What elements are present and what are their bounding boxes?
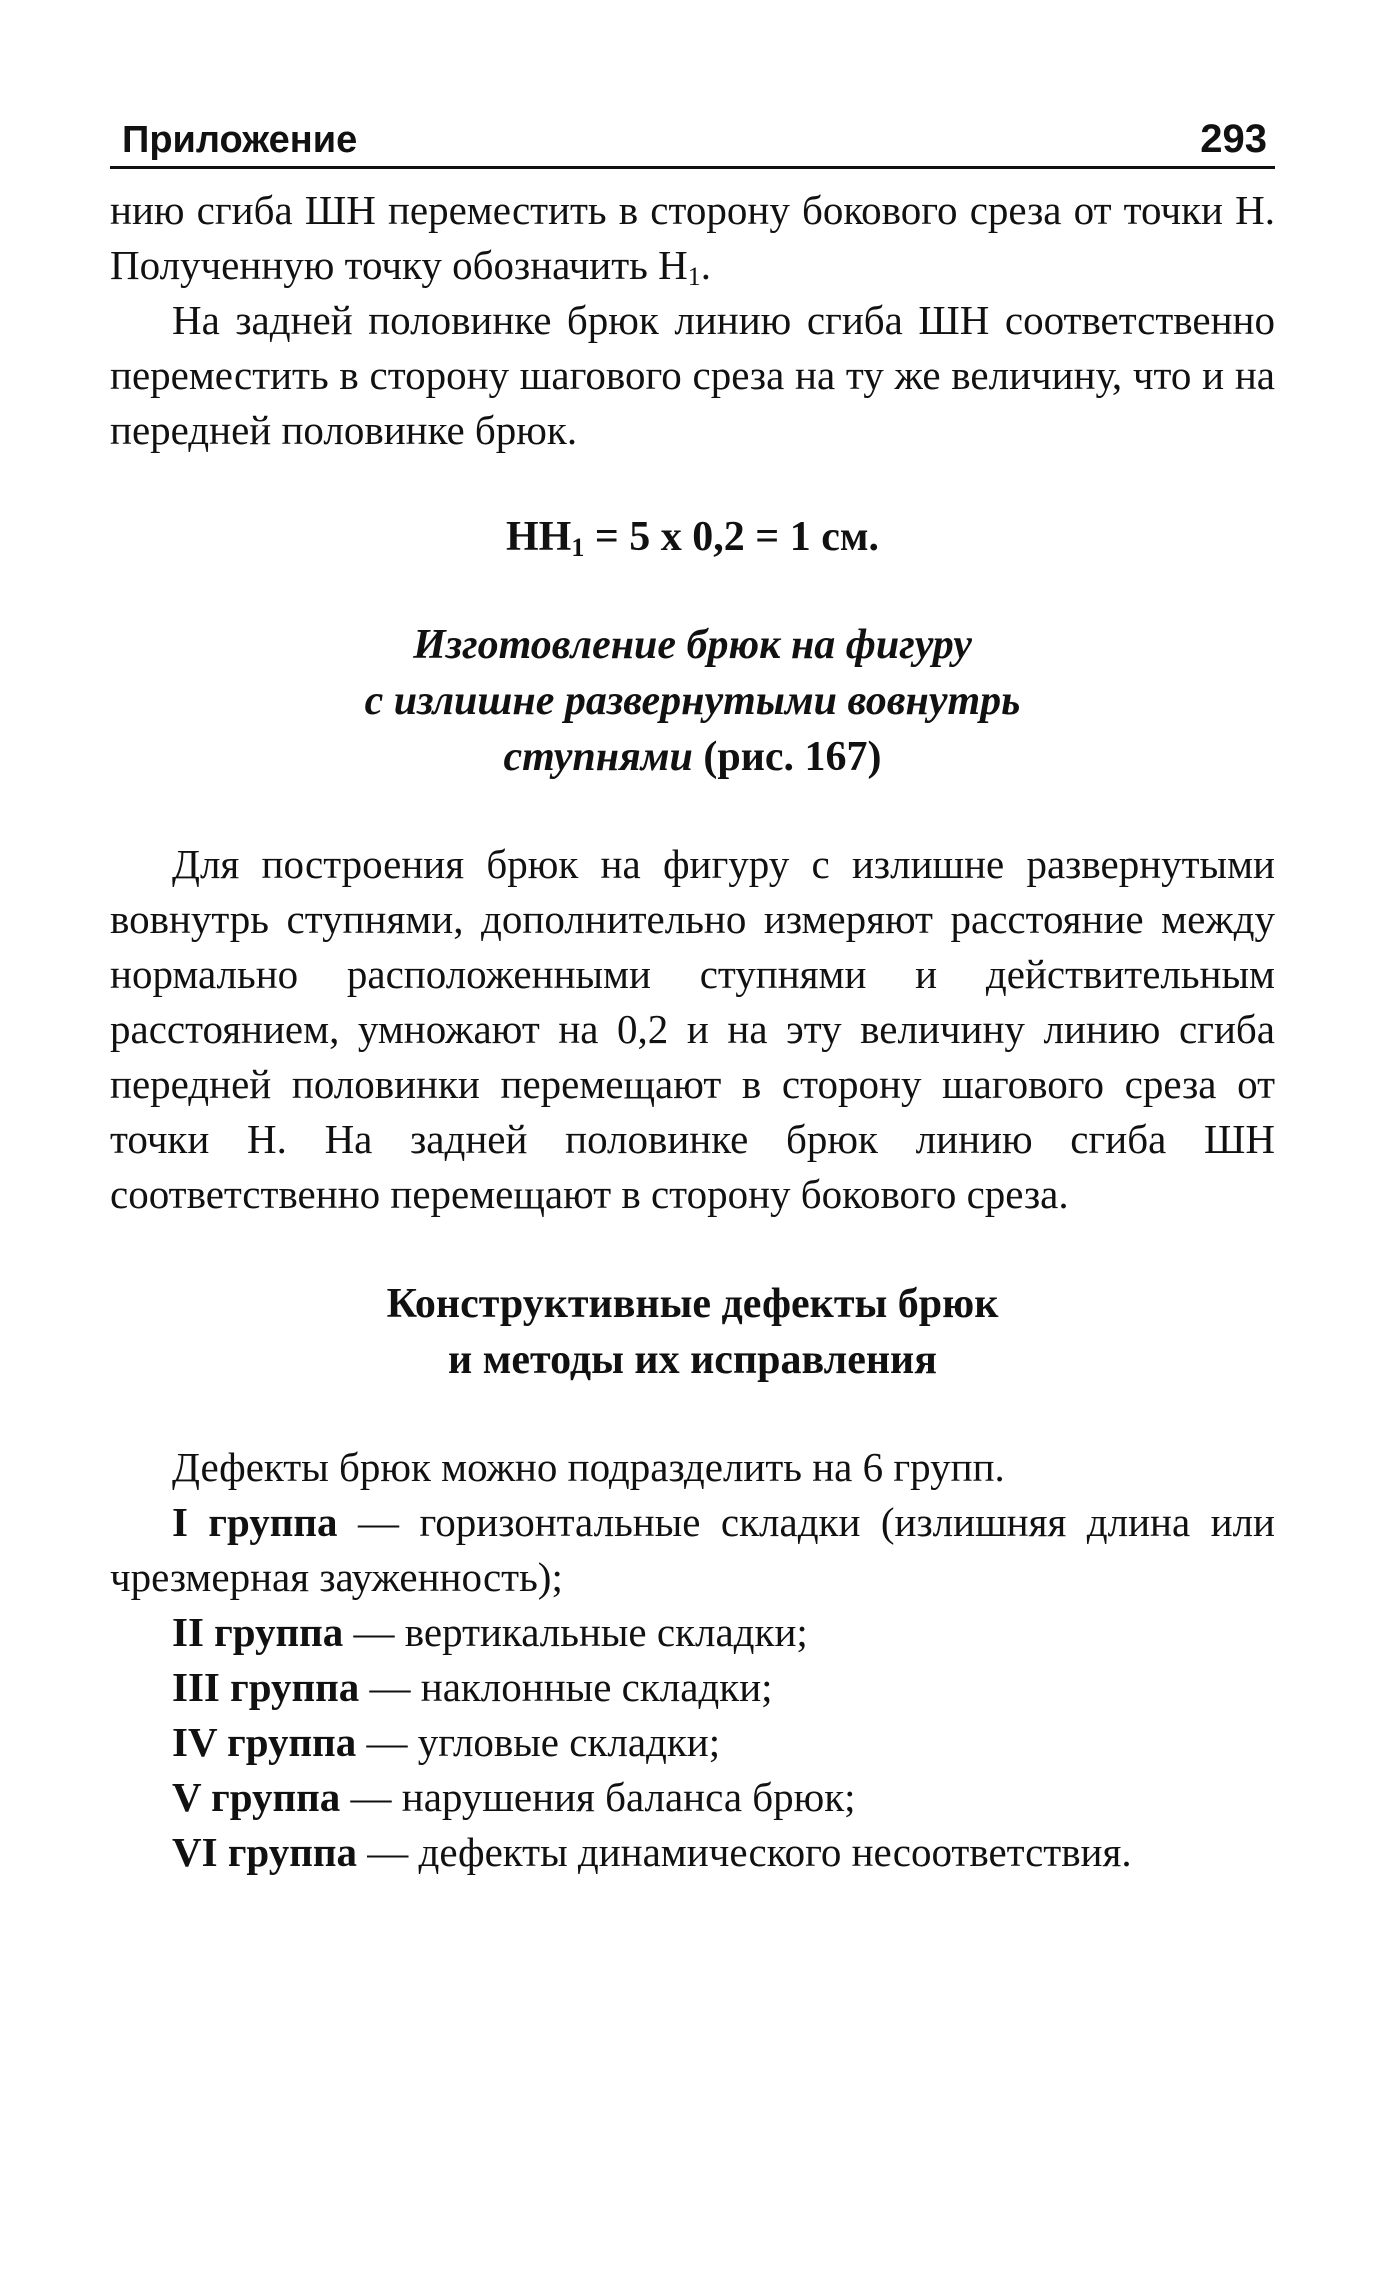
group-text: — дефекты динамического несоответствия. <box>356 1829 1132 1875</box>
heading-line <box>110 729 1275 785</box>
defects-intro: Дефекты брюк можно подразделить на 6 групп. <box>172 1444 1005 1490</box>
section-heading-feet <box>110 617 1275 785</box>
formula-text: НН <box>506 514 572 560</box>
section-heading-defects <box>110 1276 1275 1388</box>
running-header <box>110 100 1275 169</box>
page-number: 293 <box>1200 117 1267 161</box>
heading-line: Конструктивные дефекты брюк <box>386 1281 999 1327</box>
book-page <box>110 100 1275 1880</box>
group-label: VI группа <box>172 1829 357 1875</box>
defect-group-item <box>110 1495 1275 1605</box>
group-text: — угловые складки; <box>356 1719 721 1765</box>
group-label: II группа <box>172 1609 344 1655</box>
subscript: 1 <box>687 262 701 291</box>
group-text: — наклонные складки; <box>359 1664 773 1710</box>
paragraph-text: . <box>700 242 711 288</box>
heading-line: и методы их исправления <box>448 1337 937 1383</box>
defect-group-item <box>110 1825 1275 1880</box>
defect-group-item <box>110 1770 1275 1825</box>
formula-subscript: 1 <box>571 533 585 562</box>
heading-line: с излишне развернутыми вовнутрь <box>364 678 1021 724</box>
defect-group-item <box>110 1715 1275 1770</box>
group-label: IV группа <box>172 1719 357 1765</box>
group-label: I группа <box>172 1499 338 1545</box>
formula <box>110 510 1275 565</box>
paragraph-back-half: На задней половинке брюк линию сгиба ШН соответственно переместить в сторону шагового среза на ту же величину, что и на передней половинке брюк. <box>110 297 1275 453</box>
paragraph-continued <box>110 183 1275 293</box>
group-label: V группа <box>172 1774 341 1820</box>
defect-group-item <box>110 1605 1275 1660</box>
heading-italic-part: ступнями <box>503 734 693 780</box>
group-text: — нарушения баланса брюк; <box>340 1774 856 1820</box>
group-label: III группа <box>172 1664 360 1710</box>
formula-text: = 5 х 0,2 = 1 см. <box>584 514 879 560</box>
defect-group-item <box>110 1660 1275 1715</box>
figure-reference: (рис. 167) <box>692 734 882 780</box>
paragraph-text: нию сгиба ШН переместить в сторону бокового среза от точки Н. Полученную точку обозначить Н <box>110 187 1275 288</box>
group-text: — горизонтальные складки (излишняя длина или чрезмерная зауженность); <box>110 1499 1275 1600</box>
paragraph-feet-construction: Для построения брюк на фигуру с излишне развернутыми вовнутрь ступнями, дополнительно измеряют расстояние между нормально расположенными ступнями и действительным расстоянием, умножают на 0,2 и на эту величину линию сгиба передней половинки перемещают в сторону шагового среза от точки Н. На задней половинке брюк линию сгиба ШН соответственно перемещают в сторону бокового среза. <box>110 841 1275 1217</box>
group-text: — вертикальные складки; <box>343 1609 808 1655</box>
page-body <box>110 183 1275 1880</box>
running-header-section: Приложение <box>122 119 358 161</box>
heading-line: Изготовление брюк на фигуру <box>413 622 972 668</box>
